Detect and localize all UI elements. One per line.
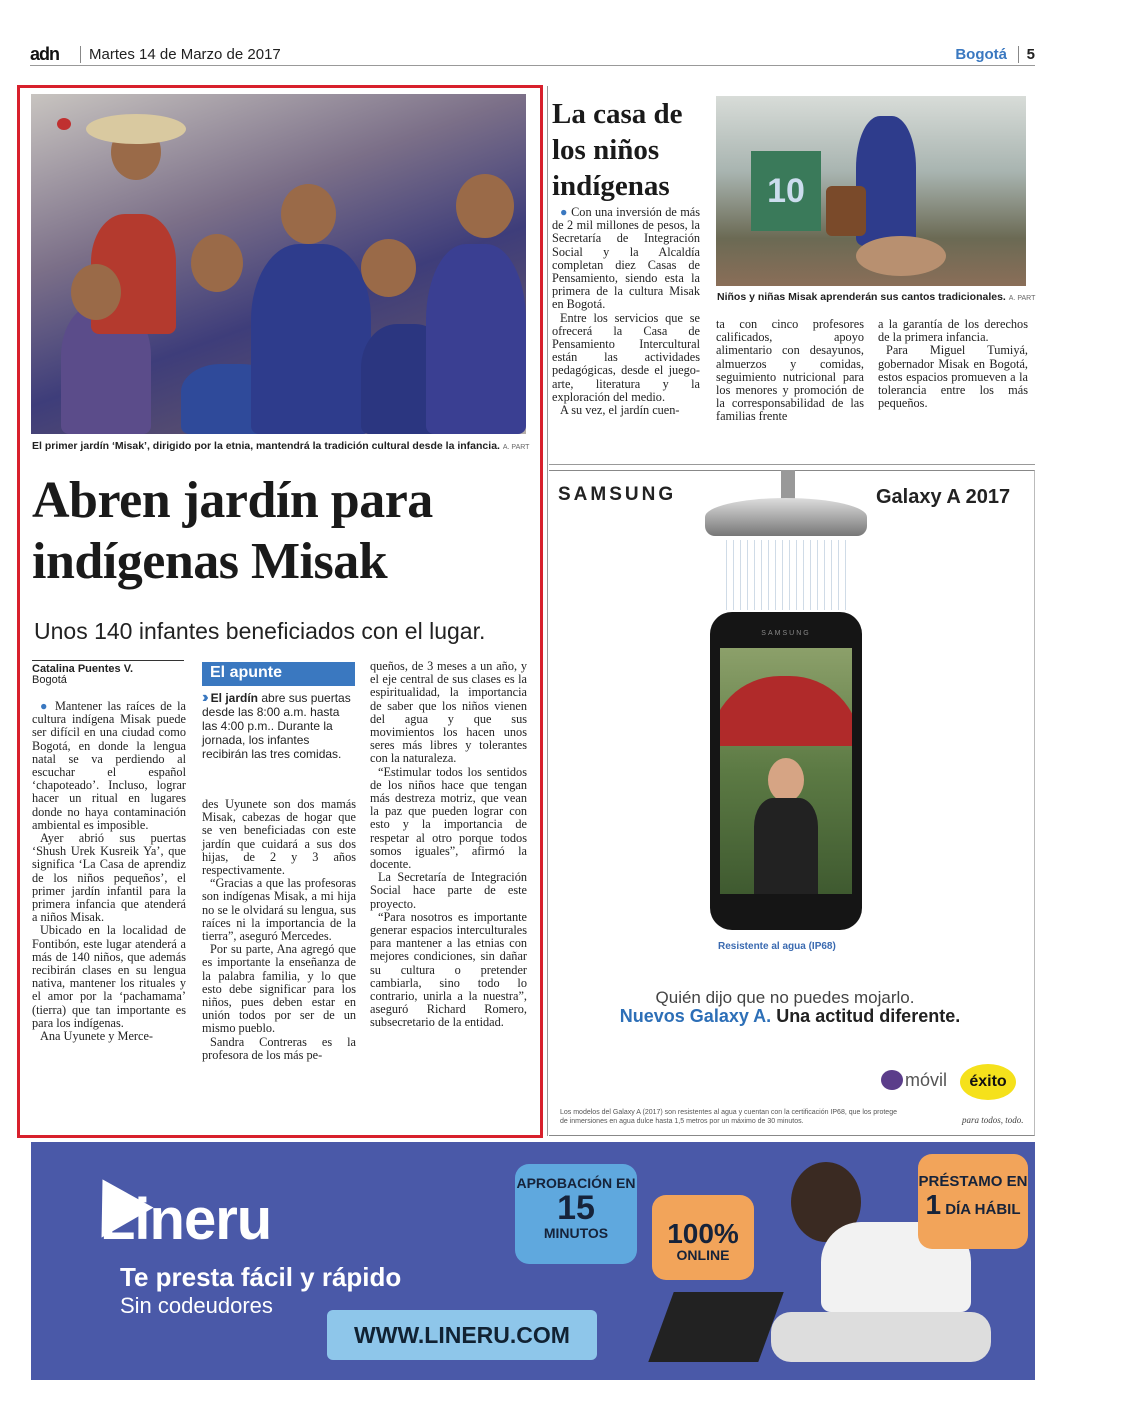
paragraph: Ubicado en la localidad de Fontibón, este lugar atenderá a más de 140 niños, que además recibirán clases en su lengua nativa, mantener los rituales y el amor por la ‘pachamama’ (tierra) que tan importante es para los indígenas.: [32, 923, 186, 1030]
woman-legs: [771, 1312, 991, 1362]
paragraph: des Uyunete son dos mamás Misak, cabezas de hogar que se ven beneficiadas con este jardín que cuidará a sus dos hijas, de 2 y 3 años respectivamente.: [202, 797, 356, 878]
paragraph: “Para nosotros es importante generar espacios interculturales para mantener a las etnias con mejores condiciones, sin dañar su cultura o pretender cambiarla, sino todo lo contrario, unirla a la nuestra”, aseguró Richard Romero, subsecretario de la entidad.: [370, 909, 527, 1030]
bullet-icon: ●: [560, 205, 568, 219]
paragraph: Para Miguel Tumiyá, gobernador Misak en Bogotá, estos espacios promueven a la tolerancia entre los más pequeños.: [878, 343, 1028, 411]
paragraph: ● Con una inversión de más de 2 mil millones de pesos, la Secretaría de Integración Social y la Alcaldía completan diez Casas de Pensamiento, siendo esta la primera de la cultura Misak en Bogotá.: [552, 205, 701, 312]
exito-tagline: para todos, todo.: [962, 1115, 1024, 1125]
byline-author: Catalina Puentes V.: [32, 660, 184, 675]
paragraph: queños, de 3 meses a un año, y el eje central de sus clases es la espiritualidad, la importancia de saber que los niños vienen del agua y que sus movimientos los hacen unos seres más libres y tolerantes con la naturaleza.: [370, 659, 527, 766]
side-article-column-b: ta con cinco profesores calificados, apoyo alimentario con desayunos, almuerzos y comidas, seguimiento nutricional para los menores y promoción de la corresponsabilidad de las familias frente: [716, 317, 864, 424]
lineru-logo: Lineru: [100, 1187, 272, 1252]
movil-icon: [881, 1070, 903, 1090]
headline: Abren jardín para indígenas Misak: [32, 472, 433, 590]
newspaper-logo: adn: [30, 44, 60, 64]
side-article-lead: [552, 206, 700, 417]
side-photo-caption: Niños y niñas Misak aprenderán sus cantos tradicionales. A. PART: [717, 291, 1036, 303]
paragraph: Sandra Contreras es la profesora de los más pe-: [202, 1034, 356, 1062]
shower-head-icon: [705, 498, 867, 536]
hat-shape: [86, 114, 186, 144]
article-column-3: [370, 660, 527, 1030]
sidebar-box-title: El apunte: [202, 662, 355, 686]
section-city: Bogotá: [955, 46, 1007, 63]
paragraph: Por su parte, Ana agregó que es importante la enseñanza de la palabra familia, y lo que esto debe significar para los niños, pues deben estar en unión todos por ser de un mismo pueblo.: [202, 942, 356, 1036]
movil-brand: móvil: [905, 1070, 948, 1090]
loan-bubble: PRÉSTAMO EN 1 DÍA HÁBIL: [918, 1154, 1028, 1249]
paragraph: Ana Uyunete y Merce-: [40, 1029, 154, 1044]
phone-body: [710, 612, 862, 930]
bullet-icon: ●: [40, 699, 50, 713]
subheadline: Unos 140 infantes beneficiados con el lugar.: [34, 618, 486, 644]
samsung-logo: SAMSUNG: [558, 484, 677, 505]
water-spray: [720, 540, 852, 610]
paragraph: “Estimular todos los sentidos de los niños hace que tengan más destreza motriz, que vean la paz que pueden lograr con esto y la importancia de respetar al otro porque todos somos iguales”, afirmó la docente.: [370, 764, 527, 872]
umbrella-shape: [720, 676, 852, 746]
lineru-tagline: Te presta fácil y rápido: [120, 1262, 402, 1292]
ad-slogan-line2: Nuevos Galaxy A. Una actitud diferente.: [619, 1006, 961, 1026]
woman-face: [768, 758, 804, 802]
main-photo-caption: El primer jardín ‘Misak’, dirigido por la etnia, mantendrá la tradición cultural desde la infancia. A. PART: [32, 440, 530, 452]
article-column-1: [32, 700, 186, 1043]
double-chevron-icon: ››: [202, 689, 205, 706]
paragraph: La Secretaría de Integración Social hace parte de este proyecto.: [370, 870, 527, 911]
ad-model-name: Galaxy A 2017: [876, 486, 1011, 508]
byline-city: Bogotá: [32, 674, 67, 686]
stool-shape: [856, 236, 946, 276]
woman-body: [754, 798, 818, 894]
ad-fine-print: Los modelos del Galaxy A (2017) son resistentes al agua y cuentan con la certificación IP68, que los protege de inmersiones en agua dulce hasta 1,5 metros por un máximo de 30 minutos.: [560, 1109, 897, 1125]
ladybug-ornament: [57, 118, 71, 130]
page-header: [30, 44, 1035, 66]
paragraph: ● Mantener las raíces de la cultura indígena Misak puede ser difícil en una ciudad como Bogotá, en donde la lengua natal se va perdiendo al escuchar el español ‘chapoteado’. Incluso, lograr hacer un ritual en lugares donde no haya contaminación ambiental es imposible.: [32, 699, 186, 832]
phone-brand-label: SAMSUNG: [761, 630, 811, 637]
paragraph: a la garantía de los derechos de la primera infancia.: [878, 317, 1028, 345]
paragraph: Entre los servicios que se ofrecerá la Casa de Pensamiento Intercultural están las actividades pedagógicas, desde el juego-arte, literatura y la exploración del medio.: [552, 310, 700, 404]
page-number: 5: [1018, 46, 1035, 63]
phone-screen: [720, 648, 852, 894]
number-board: 10: [751, 151, 821, 231]
issue-date: Martes 14 de Marzo de 2017: [80, 46, 281, 63]
lineru-subtagline: Sin codeudores: [120, 1293, 273, 1318]
approval-bubble: APROBACIÓN EN 15 MINUTOS: [515, 1164, 637, 1264]
paragraph: “Gracias a que las profesoras son indígenas Misak, a mi hija no se le olvidará su lengua, sus raíces ni la importancia de la tierra”, aseguró Mercedes.: [202, 876, 356, 944]
lineru-url: WWW.LINERU.COM: [327, 1310, 597, 1360]
water-resistance-label: Resistente al agua (IP68): [718, 941, 836, 952]
section-divider: [549, 464, 1035, 465]
article-column-2: [202, 798, 356, 1062]
exito-logo: éxito: [960, 1064, 1016, 1100]
side-article-title: La casa de los niños indígenas: [552, 98, 683, 202]
online-bubble: 100% ONLINE: [652, 1195, 754, 1280]
ad-slogan-line1: Quién dijo que no puedes mojarlo.: [655, 988, 915, 1007]
paragraph: A su vez, el jardín cuen-: [560, 403, 680, 418]
main-photo: [31, 94, 526, 434]
drum-shape: [826, 186, 866, 236]
side-photo: [716, 96, 1026, 286]
side-article-column-c: [878, 318, 1028, 410]
paragraph: Ayer abrió sus puertas ‘Shush Urek Kusreik Ya’, que significa ‘La Casa de aprendiz de los niños pequeños’, el primer jardín infantil para la primera infancia que atenderá a niños Misak.: [32, 831, 186, 925]
column-divider: [547, 86, 548, 1136]
sidebar-box-body: ›› El jardín abre sus puertas desde las 8:00 a.m. hasta las 4:00 p.m.. Durante la jornada, los infantes recibirán las tres comidas.: [202, 689, 351, 761]
